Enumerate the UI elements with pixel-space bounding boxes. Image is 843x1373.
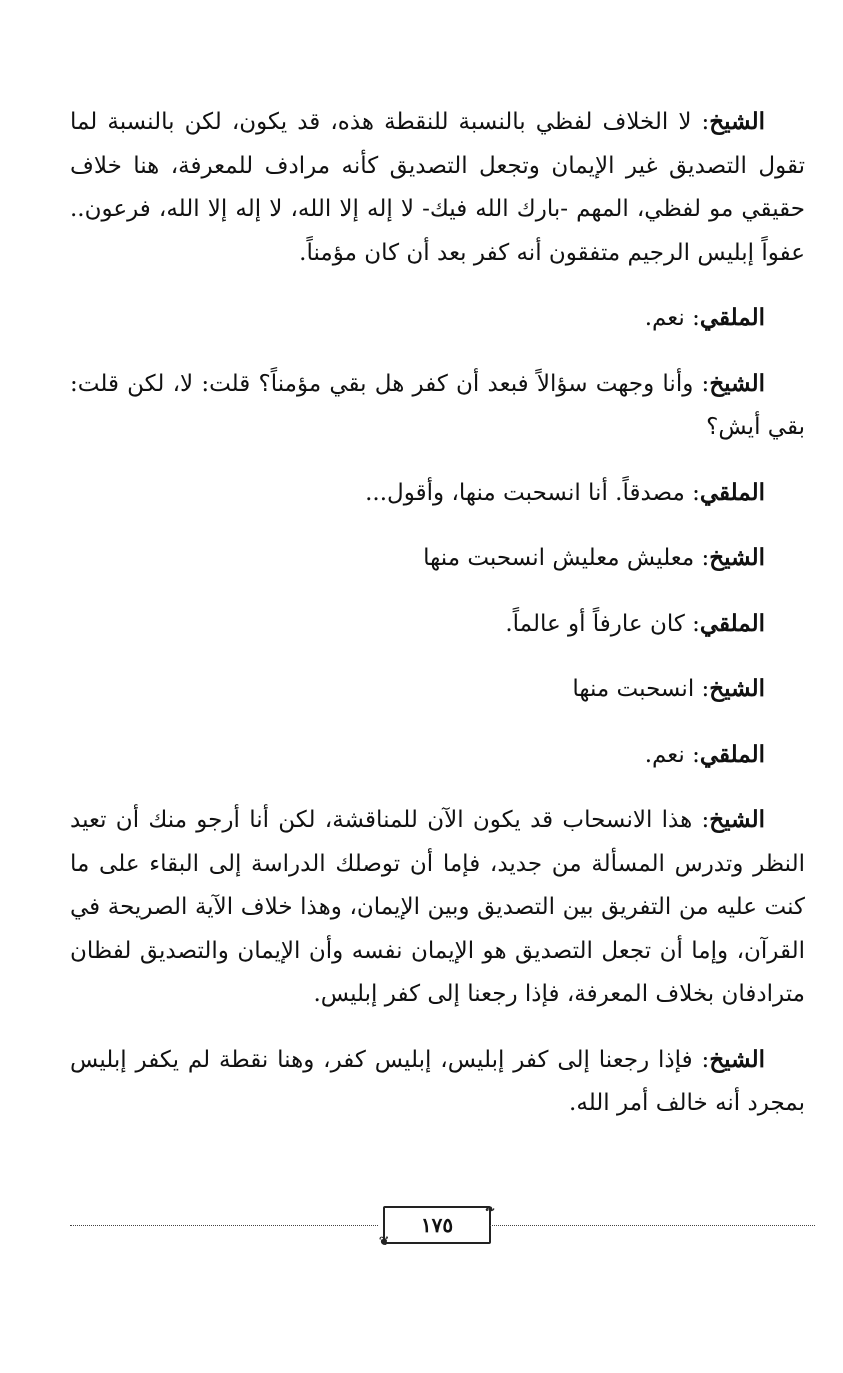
dialogue-paragraph xyxy=(70,798,805,1017)
speaker-name: الشيخ xyxy=(709,806,765,833)
speaker-name: الملقي xyxy=(699,609,765,637)
paragraph-text: هذا الانسحاب قد يكون الآن للمناقشة، لكن أنا أرجو منك أن تعيد النظر وتدرس المسألة من جديد، فإما أن توصلك الدراسة إلى البقاء على ما كنت عليه من التفريق بين التصديق وبين الإيمان، وهذا خلاف الآية الصريحة في القرآن، وإما أن تجعل التصديق هو الإيمان نفسه وأن الإيمان والتصديق لفظان مترادفان بخلاف المعرفة، فإذا رجعنا إلى كفر إبليس. xyxy=(70,807,805,1007)
dialogue-paragraph xyxy=(70,1038,805,1126)
speaker-separator: : xyxy=(694,545,710,571)
footer-divider-right xyxy=(490,1225,815,1226)
dialogue-paragraph xyxy=(70,471,805,516)
paragraph-text: كان عارفاً أو عالماً. xyxy=(505,610,685,637)
ornament-icon: ❧ xyxy=(484,1202,495,1216)
page-number-frame xyxy=(379,1202,495,1248)
dialogue-paragraph xyxy=(70,667,805,712)
speaker-separator: : xyxy=(691,109,710,135)
ornament-icon: ❦ xyxy=(379,1234,390,1248)
page-number: ١٧٥ xyxy=(420,1213,454,1237)
footer-divider-left xyxy=(70,1225,378,1226)
speaker-name: الشيخ xyxy=(709,675,765,702)
paragraph-text: نعم. xyxy=(644,741,685,768)
paragraph-text: انسحبت منها xyxy=(572,676,695,702)
page-footer xyxy=(70,1202,815,1248)
speaker-separator: : xyxy=(692,1046,710,1073)
dialogue-paragraph xyxy=(70,362,805,450)
speaker-separator: : xyxy=(684,305,700,331)
speaker-separator: : xyxy=(684,610,700,637)
paragraph-text: لا الخلاف لفظي بالنسبة للنقطة هذه، قد يكون، لكن بالنسبة لما تقول التصديق غير الإيمان وتجعل التصديق كأنه مرادف للمعرفة، هنا خلاف حقيقي مو لفظي، المهم -بارك الله فيك- لا إله إلا الله، لا إله إلا الله، فرعون.. عفواً إبليس الرجيم متفقون أنه كفر بعد أن كان مؤمناً. xyxy=(70,109,805,266)
paragraph-text: نعم. xyxy=(644,305,685,331)
speaker-name: الشيخ xyxy=(709,369,766,397)
dialogue-paragraph xyxy=(70,100,805,275)
speaker-separator: : xyxy=(692,807,710,833)
speaker-name: الشيخ xyxy=(709,1045,766,1073)
speaker-separator: : xyxy=(693,370,710,397)
speaker-name: الملقي xyxy=(699,740,765,768)
speaker-name: الشيخ xyxy=(709,544,765,571)
page-body xyxy=(70,100,805,1147)
speaker-name: الشيخ xyxy=(709,108,765,135)
paragraph-text: مصدقاً. أنا انسحبت منها، وأقول... xyxy=(365,479,685,506)
paragraph-text: وأنا وجهت سؤالاً فبعد أن كفر هل بقي مؤمناً؟ قلت: لا، لكن قلت: بقي أيش؟ xyxy=(70,370,805,440)
speaker-name: الملقي xyxy=(699,304,765,331)
paragraph-text: معليش معليش انسحبت منها xyxy=(423,545,695,571)
speaker-separator: : xyxy=(684,479,700,506)
dialogue-paragraph xyxy=(70,733,805,778)
speaker-separator: : xyxy=(694,676,710,702)
dialogue-paragraph xyxy=(70,536,805,581)
paragraph-text: فإذا رجعنا إلى كفر إبليس، إبليس كفر، وهنا نقطة لم يكفر إبليس بمجرد أنه خالف أمر الله. xyxy=(70,1046,805,1116)
dialogue-paragraph xyxy=(70,602,805,647)
speaker-separator: : xyxy=(684,741,700,768)
speaker-name: الملقي xyxy=(699,478,765,506)
dialogue-paragraph xyxy=(70,296,805,341)
